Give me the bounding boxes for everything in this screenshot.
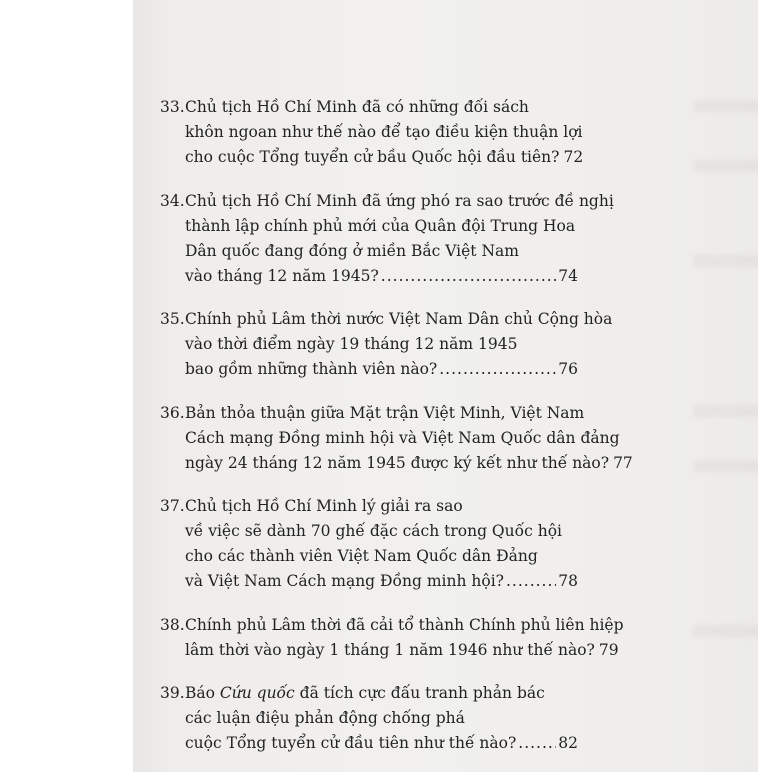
page-number: 82 xyxy=(558,734,578,752)
entry-title-line: Dân quốc đang đóng ở miền Bắc Việt Nam xyxy=(185,241,519,260)
page-number: 72 xyxy=(563,148,584,166)
entry-number: 33. xyxy=(160,98,185,116)
entry-title-line: cuộc Tổng tuyển cử đầu tiên như thế nào? xyxy=(185,734,517,752)
entry-title-line: cho cuộc Tổng tuyển cử bầu Quốc hội đầu tiên? xyxy=(185,148,560,166)
entry-title-line: Chính phủ Lâm thời nước Việt Nam Dân chủ Cộng hòa xyxy=(185,310,613,328)
toc-entry-39 xyxy=(160,681,578,756)
entry-title-line: Bản thỏa thuận giữa Mặt trận Việt Minh, Việt Nam xyxy=(185,403,585,422)
dot-leader xyxy=(518,731,556,756)
entry-number: 35. xyxy=(160,310,185,328)
toc-entry-37 xyxy=(160,494,578,594)
page-number: 79 xyxy=(598,640,619,659)
entry-title-line: vào tháng 12 năm 1945? xyxy=(185,266,379,285)
entry-title-line: Chủ tịch Hồ Chí Minh đã có những đối sách xyxy=(185,98,529,116)
entry-title-line: và Việt Nam Cách mạng Đồng minh hội? xyxy=(185,572,504,590)
entry-number: 39. xyxy=(160,684,185,702)
toc-entry-35 xyxy=(160,307,613,382)
title-text-after: đã tích cực đấu tranh phản bác xyxy=(294,684,545,702)
page-number: 76 xyxy=(558,360,578,378)
dot-leader xyxy=(506,569,556,594)
entry-title-line: bao gồm những thành viên nào? xyxy=(185,360,438,378)
page-number: 74 xyxy=(558,266,578,285)
entry-title-line xyxy=(160,681,578,706)
entry-title-line: cho các thành viên Việt Nam Quốc dân Đảng xyxy=(185,547,538,565)
table-of-contents xyxy=(160,95,633,775)
page-number: 77 xyxy=(613,453,633,472)
entry-title-line: các luận điệu phản động chống phá xyxy=(185,709,465,727)
page-number: 78 xyxy=(558,572,578,590)
newspaper-name: Cứu quốc xyxy=(219,684,295,702)
entry-title-line: Chính phủ Lâm thời đã cải tổ thành Chính phủ liên hiệp xyxy=(185,615,624,634)
entry-title-line: lâm thời vào ngày 1 tháng 1 năm 1946 như thế nào? xyxy=(185,640,595,659)
entry-title-line: ngày 24 tháng 12 năm 1945 được ký kết như thế nào? xyxy=(185,453,610,472)
dot-leader xyxy=(439,357,556,382)
bleed-through-text xyxy=(693,100,758,112)
entry-title-line: vào thời điểm ngày 19 tháng 12 năm 1945 xyxy=(185,335,518,353)
toc-entry-36 xyxy=(160,401,633,476)
entry-number: 36. xyxy=(160,403,185,422)
entry-title-line: Cách mạng Đồng minh hội và Việt Nam Quốc dân đảng xyxy=(185,428,620,447)
bleed-through-text xyxy=(693,625,758,637)
entry-number: 38. xyxy=(160,615,185,634)
toc-entry-38 xyxy=(160,613,624,663)
entry-number: 37. xyxy=(160,497,185,515)
bleed-through-text xyxy=(693,460,758,472)
title-text-before: Báo xyxy=(185,684,220,702)
entry-title-line: thành lập chính phủ mới của Quân đội Trung Hoa xyxy=(185,216,576,235)
entry-title-line: Chủ tịch Hồ Chí Minh lý giải ra sao xyxy=(185,497,463,515)
entry-title-line: Chủ tịch Hồ Chí Minh đã ứng phó ra sao trước đề nghị xyxy=(185,191,614,210)
bleed-through-text xyxy=(693,160,758,172)
entry-title-line: khôn ngoan như thế nào để tạo điều kiện thuận lợi xyxy=(185,123,583,141)
bleed-through-text xyxy=(693,255,758,267)
entry-title-line: về việc sẽ dành 70 ghế đặc cách trong Quốc hội xyxy=(185,522,562,540)
entry-number: 34. xyxy=(160,191,185,210)
toc-entry-34 xyxy=(160,189,614,289)
dot-leader xyxy=(381,264,556,289)
bleed-through-text xyxy=(693,405,758,417)
toc-entry-33 xyxy=(160,95,584,170)
